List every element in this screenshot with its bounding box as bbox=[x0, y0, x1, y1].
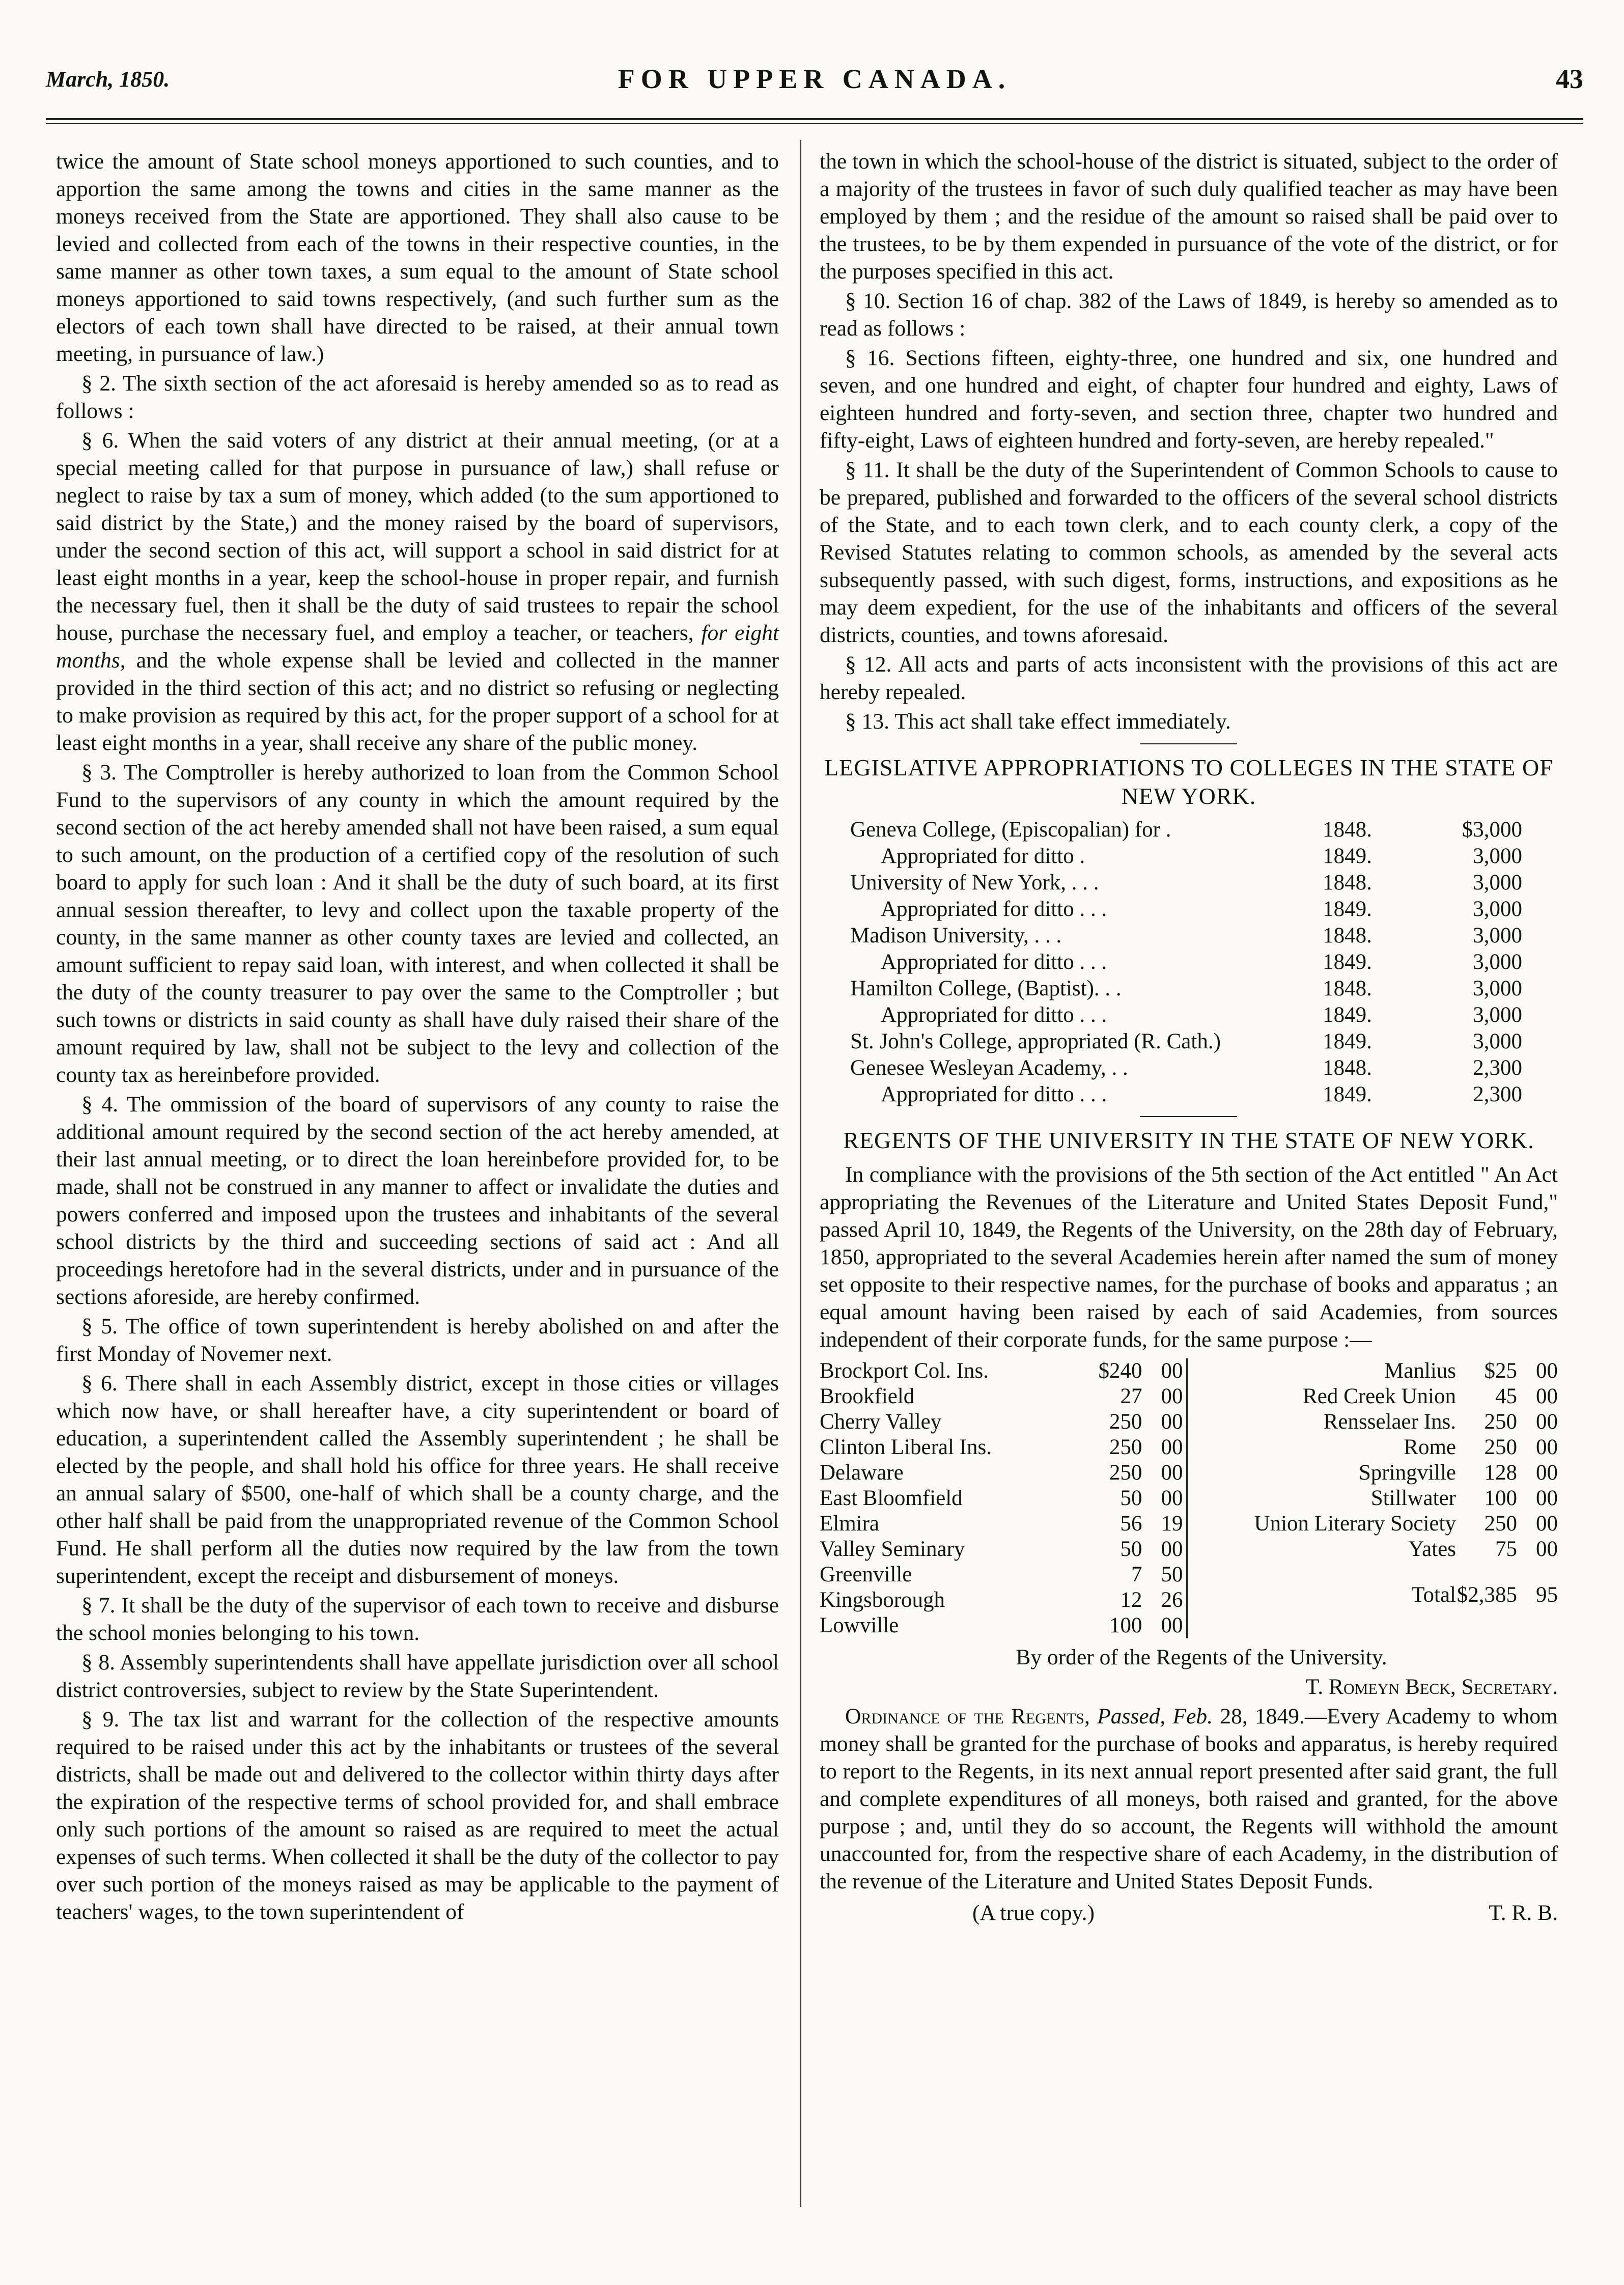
table-row bbox=[850, 949, 1522, 976]
college-name: Appropriated for ditto . . . bbox=[881, 1003, 1107, 1027]
italic-phrase: for eight months, bbox=[56, 621, 779, 673]
paragraph-section-4: § 4. The ommission of the board of supervisors of any county to raise the additional amount required by the second section of the act hereby amended, at their last annual meeting, or to direct the loan hereinbefore provided for, to be made, shall not be construed in any manner to affect or invalidate the duties and powers conferred and imposed upon the trustees and inhabitants of the several school districts by the third and succeeding sections of said act : And all proceedings heretofore had in the several districts, under and in pursuance of the sections aforeside, are hereby confirmed. bbox=[56, 1092, 779, 1309]
total-cents: 95 bbox=[1536, 1583, 1558, 1607]
initials: T. R. B. bbox=[1489, 1901, 1558, 1925]
cents-cell: 50 bbox=[1161, 1563, 1183, 1586]
cents-cell: 00 bbox=[1161, 1359, 1183, 1383]
table-row bbox=[850, 817, 1522, 843]
dollars-cell: 128 bbox=[1484, 1461, 1517, 1485]
amount-cell: 3,000 bbox=[1473, 844, 1522, 868]
cents-cell: 00 bbox=[1161, 1410, 1183, 1434]
dollars-cell: $240 bbox=[1098, 1359, 1142, 1383]
appropriations-heading: LEGISLATIVE APPROPRIATIONS TO COLLEGES IN THE STATE OF NEW YORK. bbox=[824, 755, 1553, 809]
table-row bbox=[820, 1587, 1183, 1613]
amount-cell: 3,000 bbox=[1473, 1029, 1522, 1053]
section-rule bbox=[1140, 1116, 1237, 1117]
cents-cell: 00 bbox=[1536, 1410, 1558, 1434]
cents-cell: 00 bbox=[1536, 1512, 1558, 1536]
ordinance-passed: Passed, Feb. bbox=[1097, 1704, 1213, 1729]
true-copy-note: (A true copy.) bbox=[972, 1901, 1095, 1925]
dollars-cell: 27 bbox=[1120, 1384, 1142, 1408]
college-name: Geneva College, (Episcopalian) for . bbox=[850, 818, 1171, 842]
table-row bbox=[820, 1486, 1183, 1511]
amount-cell: 3,000 bbox=[1473, 977, 1522, 1000]
signatory-line: T. Romeyn Beck, Secretary. bbox=[1305, 1675, 1558, 1699]
amount-cell: 2,300 bbox=[1473, 1056, 1522, 1080]
paragraph-section-12: § 12. All acts and parts of acts inconsistent with the provisions of this act are hereby repealed. bbox=[820, 652, 1558, 704]
paragraph-section-8: § 8. Assembly superintendents shall have appellate jurisdiction over all school district controversies, subject to review by the State Superintendent. bbox=[56, 1650, 779, 1702]
amount-cell: 3,000 bbox=[1473, 897, 1522, 921]
amount-cell: 3,000 bbox=[1473, 924, 1522, 948]
table-row bbox=[820, 1409, 1183, 1435]
college-name: Appropriated for ditto . . . bbox=[881, 897, 1107, 921]
table-row bbox=[850, 1002, 1522, 1028]
academies-left-list bbox=[820, 1358, 1188, 1638]
table-row bbox=[850, 976, 1522, 1002]
dollars-cell: 250 bbox=[1109, 1461, 1142, 1485]
year-cell: 1849. bbox=[1323, 1003, 1372, 1027]
academy-name: Valley Seminary bbox=[820, 1537, 965, 1561]
dollars-cell: 50 bbox=[1120, 1486, 1142, 1510]
academy-name: Rome bbox=[1404, 1435, 1456, 1459]
amount-cell: 3,000 bbox=[1473, 950, 1522, 974]
college-name: Hamilton College, (Baptist). . . bbox=[850, 977, 1122, 1000]
table-row bbox=[850, 843, 1522, 870]
paragraph-section-5: § 5. The office of town superintendent is hereby abolished on and after the first Monday of Novemer next. bbox=[56, 1314, 779, 1366]
cents-cell: 00 bbox=[1161, 1384, 1183, 1408]
table-row bbox=[1195, 1537, 1558, 1562]
dollars-cell: 250 bbox=[1109, 1435, 1142, 1459]
table-row bbox=[820, 1537, 1183, 1562]
academy-name: Stillwater bbox=[1370, 1486, 1456, 1510]
year-cell: 1849. bbox=[1323, 1082, 1372, 1106]
appropriations-table bbox=[850, 817, 1522, 1108]
year-cell: 1849. bbox=[1323, 844, 1372, 868]
academy-name: Brookfield bbox=[820, 1384, 915, 1408]
paragraph-section-13: § 13. This act shall take effect immediately. bbox=[845, 709, 1231, 734]
year-cell: 1848. bbox=[1323, 977, 1372, 1000]
academy-name: Red Creek Union bbox=[1303, 1384, 1456, 1408]
dollars-cell: 45 bbox=[1495, 1384, 1517, 1408]
academy-name: Brockport Col. Ins. bbox=[820, 1359, 989, 1383]
cents-cell: 00 bbox=[1536, 1537, 1558, 1561]
dollars-cell: 100 bbox=[1484, 1486, 1517, 1510]
table-row bbox=[820, 1613, 1183, 1638]
college-name: Appropriated for ditto . . . bbox=[881, 1082, 1107, 1106]
amount-cell: 3,000 bbox=[1473, 1003, 1522, 1027]
academy-name: Union Literary Society bbox=[1254, 1512, 1456, 1536]
paragraph-text: and the whole expense shall be levied and collected in the manner provided in the third section of this act; and no district so refusing or neglecting to make provision as required by this act, for the proper support of a school for at least eight months in a year, shall receive any share of the public money. bbox=[56, 648, 779, 755]
table-row bbox=[820, 1358, 1183, 1384]
table-row bbox=[850, 1081, 1522, 1108]
table-row bbox=[820, 1460, 1183, 1486]
paragraph-section-2: § 2. The sixth section of the act aforesaid is hereby amended so as to read as follows : bbox=[56, 371, 779, 423]
year-cell: 1849. bbox=[1323, 897, 1372, 921]
paragraph-intro bbox=[56, 148, 779, 368]
cents-cell: 00 bbox=[1161, 1461, 1183, 1485]
total-row bbox=[1195, 1562, 1558, 1608]
dollars-cell: 56 bbox=[1120, 1512, 1142, 1536]
total-dollars: $2,385 bbox=[1457, 1583, 1517, 1607]
dollars-cell: 250 bbox=[1109, 1410, 1142, 1434]
table-row bbox=[820, 1384, 1183, 1409]
ordinance-title: Ordinance of the Regents, bbox=[845, 1704, 1090, 1729]
academy-name: Greenville bbox=[820, 1563, 912, 1586]
college-name: Madison University, . . . bbox=[850, 924, 1062, 948]
section-rule bbox=[1140, 743, 1237, 744]
dollars-cell: $25 bbox=[1484, 1359, 1517, 1383]
cents-cell: 00 bbox=[1161, 1537, 1183, 1561]
table-row bbox=[820, 1562, 1183, 1587]
running-title: FOR UPPER CANADA. bbox=[618, 64, 1012, 94]
dollars-cell: 50 bbox=[1120, 1537, 1142, 1561]
year-cell: 1848. bbox=[1323, 924, 1372, 948]
academy-name: Clinton Liberal Ins. bbox=[820, 1435, 992, 1459]
regents-heading: REGENTS OF THE UNIVERSITY IN THE STATE OF NEW YORK. bbox=[843, 1127, 1534, 1153]
college-name: Appropriated for ditto . . . bbox=[881, 950, 1107, 974]
year-cell: 1848. bbox=[1323, 818, 1372, 842]
table-row bbox=[850, 923, 1522, 949]
year-cell: 1849. bbox=[1323, 1029, 1372, 1053]
ordinance-body: 28, 1849.—Every Academy to whom money shall be granted for the purchase of books and apparatus, is hereby required to report to the Regents, in its next annual report presented after said grant, the full and complete expenditures of all moneys, both raised and granted, for the above purpose ; and, until they do so account, the Regents will withhold the amount unaccounted for, from the respective share of each Academy, in the distribution of the revenue of the Literature and United States Deposit Funds. bbox=[820, 1704, 1558, 1893]
closing-line bbox=[820, 1899, 1558, 1927]
year-cell: 1848. bbox=[1323, 1056, 1372, 1080]
column-divider bbox=[800, 140, 801, 2207]
paragraph-section-3: § 3. The Comptroller is hereby authorized to loan from the Common School Fund to the supervisors of any county in which the amount required by the second section of the act hereby amended shall not have been raised, a sum equal to such amount, on the production of a certified copy of the resolution of such board to apply for such loan : And it shall be the duty of such board, at its first annual session thereafter, to levy and collect upon the taxable property of the county, in the same manner as other county taxes are levied and collected, an amount sufficient to repay said loan, with interest, and when collected it shall be the duty of the county treasurer to pay over the same to the Comptroller ; but such towns or districts in said county as shall have duly raised their share of the amount required by law, shall not be subject to the levy and collection of the county tax as hereinbefore provided. bbox=[56, 760, 779, 1087]
table-row bbox=[850, 870, 1522, 896]
amount-cell: 3,000 bbox=[1473, 871, 1522, 895]
dollars-cell: 12 bbox=[1120, 1588, 1142, 1612]
total-label: Total bbox=[1411, 1583, 1456, 1607]
dollars-cell: 100 bbox=[1109, 1613, 1142, 1637]
amount-cell: 2,300 bbox=[1473, 1082, 1522, 1106]
paragraph-section-7: § 7. It shall be the duty of the supervisor of each town to receive and disburse the school monies belonging to his town. bbox=[56, 1593, 779, 1645]
paragraph-ordinance bbox=[820, 1703, 1558, 1895]
cents-cell: 00 bbox=[1536, 1384, 1558, 1408]
paragraph-section-11: § 11. It shall be the duty of the Superintendent of Common Schools to cause to be prepared, published and forwarded to the officers of the several school districts of the State, and to each town clerk, and to each county clerk, a copy of the Revised Statutes relating to common schools, as amended by the several acts subsequently passed, with such digest, forms, instructions, and expositions as he may deem expedient, for the use of the inhabitants and officers of the several districts, counties, and towns aforesaid. bbox=[820, 458, 1558, 647]
paragraph-continued: the town in which the school-house of the district is situated, subject to the order of a majority of the trustees in favor of such duly qualified teacher as may have been employed by them ; and the residue of the amount so raised shall be paid over to the trustees, to be by them expended in pursuance of the vote of the district, or for the purposes specified in this act. bbox=[820, 149, 1558, 284]
academies-right-list bbox=[1188, 1358, 1558, 1638]
academy-name: Rensselaer Ins. bbox=[1323, 1410, 1456, 1434]
table-row bbox=[1195, 1460, 1558, 1486]
paragraph-section-10: § 10. Section 16 of chap. 382 of the Laws of 1849, is hereby so amended as to read as follows : bbox=[820, 289, 1558, 341]
table-row bbox=[1195, 1486, 1558, 1511]
dollars-cell: 7 bbox=[1131, 1563, 1142, 1586]
cents-cell: 00 bbox=[1536, 1461, 1558, 1485]
academies-table bbox=[820, 1358, 1558, 1638]
cents-cell: 00 bbox=[1536, 1359, 1558, 1383]
paragraph-section-16-quoted: § 16. Sections fifteen, eighty-three, one hundred and six, one hundred and seven, and one hundred and eight, of chapter four hundred and eighty, Laws of eighteen hundred and forty-seven, and section three, chapter two hundred and fifty-eight, Laws of eighteen hundred and forty-seven, are hereby repealed." bbox=[820, 346, 1558, 453]
left-column bbox=[56, 148, 779, 1928]
table-row bbox=[1195, 1435, 1558, 1460]
academy-name: Elmira bbox=[820, 1512, 880, 1536]
year-cell: 1849. bbox=[1323, 950, 1372, 974]
issue-date: March, 1850. bbox=[46, 67, 170, 92]
cents-cell: 00 bbox=[1536, 1435, 1558, 1459]
page-number: 43 bbox=[1556, 64, 1583, 94]
table-row bbox=[850, 1055, 1522, 1081]
cents-cell: 00 bbox=[1161, 1435, 1183, 1459]
amount-cell: $3,000 bbox=[1462, 818, 1522, 842]
cents-cell: 19 bbox=[1161, 1512, 1183, 1536]
table-row bbox=[850, 896, 1522, 923]
academy-name: Lowville bbox=[820, 1613, 899, 1637]
right-column bbox=[820, 148, 1558, 1927]
cents-cell: 00 bbox=[1536, 1486, 1558, 1510]
table-row bbox=[850, 1028, 1522, 1055]
paragraph-section-6: § 6. There shall in each Assembly district, except in those cities or villages which now have, or shall hereafter have, a city superintendent or board of education, a superintendent called the Assembly superintendent ; he shall be elected by the people, and shall hold his office for three years. He shall receive an annual salary of $500, one-half of which shall be a county charge, and the other half shall be paid from the unappropriated revenue of the Common School Fund. He shall perform all the duties now required by the law from the town superintendent, except the receipt and disbursement of moneys. bbox=[56, 1371, 779, 1588]
academy-name: Yates bbox=[1408, 1537, 1456, 1561]
paragraph-regents: In compliance with the provisions of the 5th section of the Act entitled " An Act appropriating the Revenues of the Literature and United States Deposit Fund," passed April 10, 1849, the Regents of the University, on the 28th day of February, 1850, appropriated to the several Academies herein after named the sum of money set opposite to their respective names, for the purchase of books and apparatus ; an equal amount having been raised by each of said Academies, from sources independent of their corporate funds, for the same purpose :— bbox=[820, 1162, 1558, 1352]
dollars-cell: 250 bbox=[1484, 1410, 1517, 1434]
college-name: St. John's College, appropriated (R. Cath.) bbox=[850, 1029, 1221, 1053]
college-name: Appropriated for ditto . bbox=[881, 844, 1085, 868]
paragraph-section-9: § 9. The tax list and warrant for the collection of the respective amounts required to be raised under this act by the inhabitants or trustees of the several districts, shall be made out and delivered to the collector within thirty days after the expiration of the respective terms of school provided for, and shall embrace only such portions of the amount so raised as are required to meet the actual expenses of such terms. When collected it shall be the duty of the collector to pay over such portion of the moneys raised as may be applicable to the payment of teachers' wages, to the town superintendent of bbox=[56, 1707, 779, 1924]
table-row bbox=[820, 1511, 1183, 1537]
table-row bbox=[1195, 1511, 1558, 1537]
college-name: University of New York, . . . bbox=[850, 871, 1099, 895]
dollars-cell: 75 bbox=[1495, 1537, 1517, 1561]
by-order-line: By order of the Regents of the University. bbox=[1016, 1645, 1387, 1669]
table-row bbox=[1195, 1384, 1558, 1409]
header-rule bbox=[46, 118, 1583, 124]
academy-name: East Bloomfield bbox=[820, 1486, 963, 1510]
academy-name: Cherry Valley bbox=[820, 1410, 942, 1434]
paragraph-text: twice the amount of State school moneys apportioned to such counties, and to apportion the same among the towns and cities in the same manner as the moneys received from the State are apportioned. They shall also cause to be levied and collected from each of the towns in their respective counties, in the same manner as other town taxes, a sum equal to the amount of State school moneys apportioned to said towns respectively, (and such further sum as the electors of each town shall have directed to be raised, at their annual town meeting, in pursuance of law.) bbox=[56, 149, 779, 366]
cents-cell: 26 bbox=[1161, 1588, 1183, 1612]
cents-cell: 00 bbox=[1161, 1486, 1183, 1510]
table-row bbox=[1195, 1358, 1558, 1384]
page-header bbox=[46, 66, 1583, 112]
college-name: Genesee Wesleyan Academy, . . bbox=[850, 1056, 1128, 1080]
paragraph-section-6-quoted bbox=[56, 427, 779, 757]
dollars-cell: 250 bbox=[1484, 1435, 1517, 1459]
academy-name: Manlius bbox=[1384, 1359, 1456, 1383]
academy-name: Delaware bbox=[820, 1461, 904, 1485]
academy-name: Kingsborough bbox=[820, 1588, 945, 1612]
cents-cell: 00 bbox=[1161, 1613, 1183, 1637]
academy-name: Springville bbox=[1358, 1461, 1456, 1485]
paragraph-text: § 6. When the said voters of any district at their annual meeting, (or at a special meeting called for that purpose in pursuance of law,) shall refuse or neglect to raise by tax a sum of money, which added (to the sum apportioned to said district by the State,) and the money raised by the board of supervisors, under the second section of this act, will support a school in said district for at least eight months in a year, keep the school-house in proper repair, and furnish the necessary fuel, then it shall be the duty of said trustees to repair the school house, purchase the necessary fuel, and employ a teacher, or teachers, bbox=[56, 428, 779, 645]
table-row bbox=[1195, 1409, 1558, 1435]
table-row bbox=[820, 1435, 1183, 1460]
dollars-cell: 250 bbox=[1484, 1512, 1517, 1536]
year-cell: 1848. bbox=[1323, 871, 1372, 895]
